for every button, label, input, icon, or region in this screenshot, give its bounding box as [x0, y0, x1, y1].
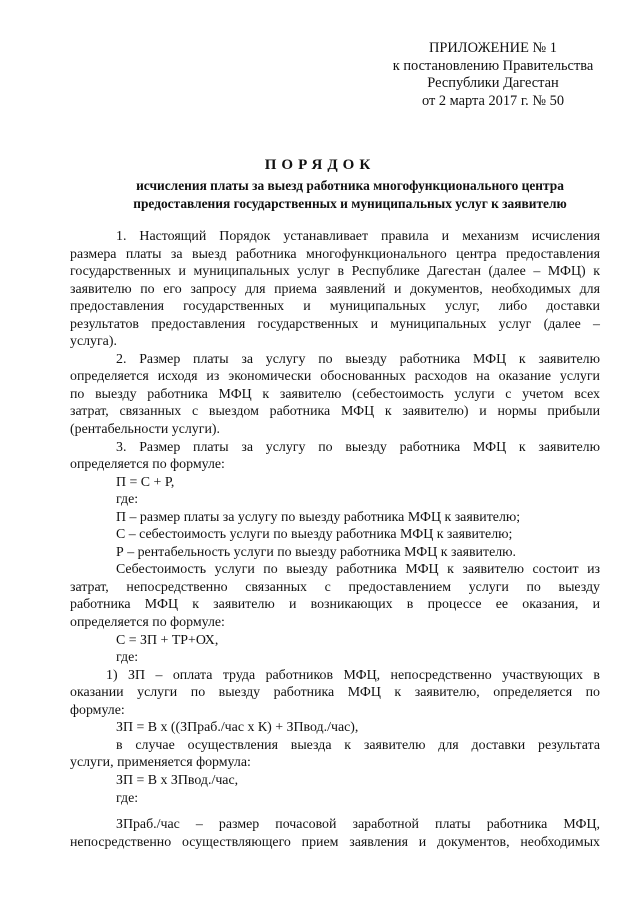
text-line: 3. Размер платы за услугу по выезду работника МФЦ к заявителю	[116, 439, 600, 455]
text-line: (рентабельности услуги).	[70, 422, 220, 438]
formula-line: П = С + Р,	[116, 474, 175, 490]
text-line: заявителю по его запросу для приема заявлений и документов, необходимых для	[70, 281, 600, 297]
text-line: по выезду работника МФЦ к заявителю (себестоимость услуги с учетом всех	[70, 386, 600, 402]
text-line: в случае осуществления выезда к заявителю для доставки результата	[116, 737, 600, 753]
text-line: непосредственно осуществляющего прием заявления и документов, необходимых	[70, 834, 600, 850]
text-line: определяется по формуле:	[70, 457, 225, 473]
definition-line: С – себестоимость услуги по выезду работника МФЦ к заявителю;	[116, 527, 513, 543]
subtitle-line: предоставления государственных и муниципальных услуг к заявителю	[133, 196, 567, 211]
definition-line: ЗПраб./час – размер почасовой заработной платы работника МФЦ,	[116, 817, 600, 833]
text-line: где:	[116, 650, 139, 666]
subtitle-line: исчисления платы за выезд работника многофункционального центра	[136, 178, 564, 193]
text-line: услуга).	[70, 334, 117, 350]
document-title: ПОРЯДОК	[264, 157, 376, 173]
text-line: 2. Размер платы за услугу по выезду работника МФЦ к заявителю	[116, 351, 600, 367]
text-line: оказании услуги по выезду работника МФЦ к заявителю, определяется по	[70, 685, 600, 701]
text-line: работника МФЦ к заявителю и возникающих в процессе ее оказания, и	[70, 597, 600, 613]
document-body	[70, 224, 600, 851]
definition-line: П – размер платы за услугу по выезду работника МФЦ к заявителю;	[116, 509, 521, 525]
text-line: Себестоимость услуги по выезду работника МФЦ к заявителю состоит из	[116, 562, 600, 578]
appendix-line: Республики Дагестан	[427, 75, 559, 91]
document-subtitle	[90, 177, 610, 213]
definition-line: Р – рентабельность услуги по выезду работника МФЦ к заявителю.	[116, 544, 517, 560]
text-line: затрат, непосредственно связанных с предоставлением услуги по выезду	[70, 579, 600, 595]
text-line: где:	[116, 492, 139, 508]
text-line: размера платы за выезд работника многофункционального центра предоставления	[70, 246, 600, 262]
text-line: 1. Настоящий Порядок устанавливает правила и механизм исчисления	[116, 229, 600, 244]
text-line: государственных и муниципальных услуг в Республике Дагестан (далее – МФЦ) к	[70, 264, 600, 280]
appendix-title: ПРИЛОЖЕНИЕ № 1	[429, 40, 557, 56]
text-line: формуле:	[70, 702, 125, 718]
formula-line: С = ЗП + ТР+ОХ,	[116, 632, 219, 648]
text-line: предоставления государственных и муниципальных услуг, либо доставки	[70, 299, 600, 315]
text-line: где:	[116, 790, 139, 806]
text-line: определяется исходя из экономически обоснованных расходов на оказание услуги	[70, 369, 600, 385]
appendix-line: к постановлению Правительства	[392, 57, 594, 74]
text-line: услуги, применяется формула:	[70, 755, 251, 771]
appendix-date: от 2 марта 2017 г. № 50	[421, 92, 565, 109]
formula-line: ЗП = В х ЗПвод./час,	[116, 772, 239, 788]
appendix-header	[378, 40, 608, 110]
formula-line: ЗП = В х ((ЗПраб./час х К) + ЗПвод./час),	[116, 720, 359, 736]
text-line: 1) ЗП – оплата труда работников МФЦ, непосредственно участвующих в	[106, 667, 600, 683]
text-line: результатов предоставления государственных и муниципальных услуг (далее –	[70, 316, 600, 332]
text-line: определяется по формуле:	[70, 615, 225, 631]
text-line: затрат, связанных с выездом работника МФЦ к заявителю) и нормы прибыли	[70, 404, 600, 420]
